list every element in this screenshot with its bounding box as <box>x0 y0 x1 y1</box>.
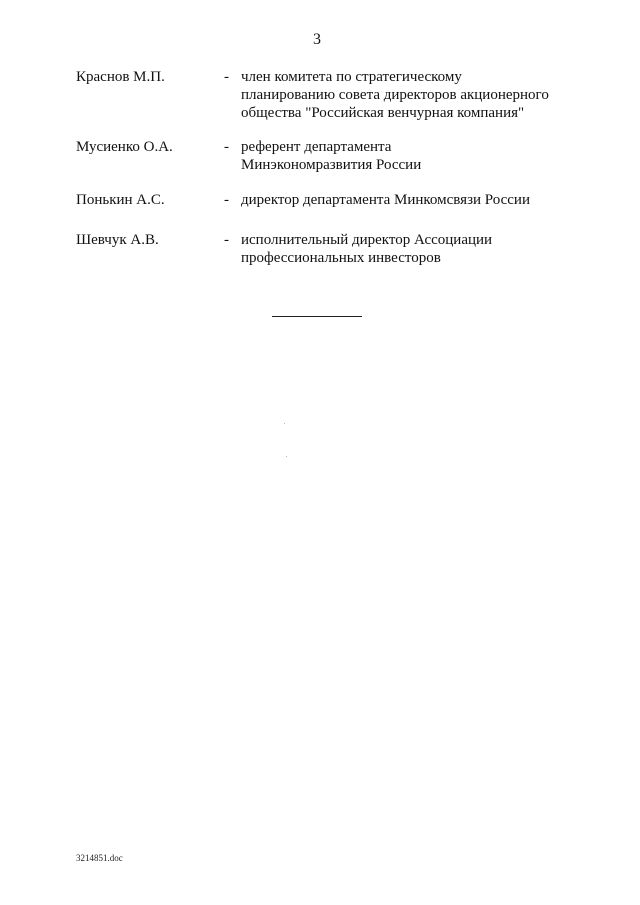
role-line: директор департамента Минкомсвязи России <box>241 192 530 208</box>
end-divider <box>272 316 362 317</box>
role-line: исполнительный директор Ассоциации <box>241 232 493 248</box>
list-item <box>76 138 576 191</box>
scan-speck <box>284 423 285 424</box>
member-role <box>241 138 576 174</box>
separator-dash: - <box>224 192 229 208</box>
member-role <box>241 191 576 209</box>
role-line: профессиональных инвесторов <box>241 250 441 266</box>
member-name: Шевчук А.В. <box>76 232 159 248</box>
member-name: Краснов М.П. <box>76 69 165 85</box>
role-line: референт департамента <box>241 139 392 155</box>
document-file-code: 3214851.doc <box>76 853 123 863</box>
list-item <box>76 68 576 138</box>
separator-dash: - <box>224 69 229 85</box>
role-line: планированию совета директоров акционерного <box>241 87 549 103</box>
separator-dash: - <box>224 232 229 248</box>
member-name: Понькин А.С. <box>76 192 165 208</box>
separator-dash: - <box>224 139 229 155</box>
member-list <box>76 68 576 271</box>
page-number: 3 <box>313 31 321 48</box>
member-name: Мусиенко О.А. <box>76 139 173 155</box>
role-line: член комитета по стратегическому <box>241 69 462 85</box>
member-role <box>241 68 576 122</box>
member-role <box>241 231 576 267</box>
scan-speck <box>286 456 287 457</box>
list-item <box>76 191 576 231</box>
list-item <box>76 231 576 271</box>
role-line: общества "Российская венчурная компания" <box>241 105 525 121</box>
role-line: Минэкономразвития России <box>241 157 422 173</box>
